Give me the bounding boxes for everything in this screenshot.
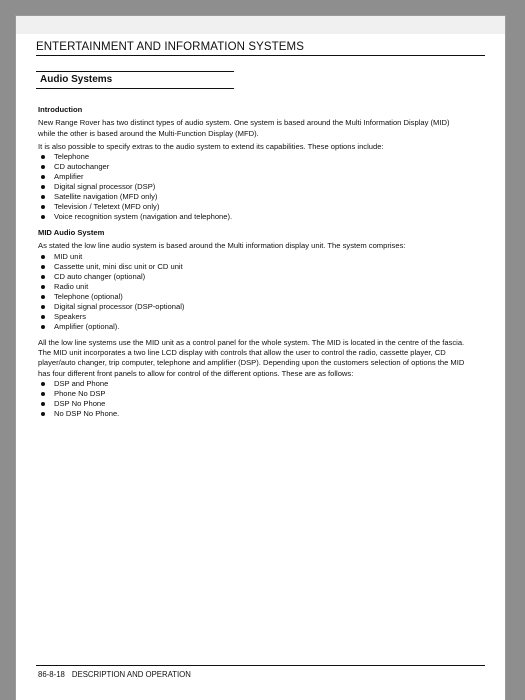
list-item: Amplifier [38, 172, 466, 182]
mid-paragraph-1: As stated the low line audio system is based around the Multi information display unit. The system comprises: [38, 241, 406, 251]
list-item: Speakers [38, 312, 466, 322]
page-top-band [16, 16, 505, 34]
list-item: Cassette unit, mini disc unit or CD unit [38, 262, 466, 272]
section-header: ENTERTAINMENT AND INFORMATION SYSTEMS [36, 41, 305, 53]
document-page [16, 16, 505, 700]
intro-title: Introduction [38, 105, 83, 114]
list-item: Voice recognition system (navigation and telephone). [38, 212, 466, 222]
list-item: Television / Teletext (MFD only) [38, 202, 466, 212]
intro-paragraph-1: New Range Rover has two distinct types of audio system. One system is based around the Multi Information Display (MID) while the other is based around the Multi-Function Display (MFD). [38, 118, 450, 138]
intro-paragraph-2: It is also possible to specify extras to the audio system to extend its capabilities. These options include: [38, 141, 384, 151]
page-footer [38, 670, 191, 679]
list-item: Digital signal processor (DSP-optional) [38, 302, 466, 312]
list-item: CD auto changer (optional) [38, 272, 466, 282]
list-item: Amplifier (optional). [38, 322, 466, 332]
list-item: DSP No Phone [38, 399, 466, 409]
mid-title: MID Audio System [38, 228, 105, 238]
list-item: Phone No DSP [38, 389, 466, 399]
list-item: Satellite navigation (MFD only) [38, 192, 466, 202]
components-list [38, 252, 466, 332]
options-list [38, 152, 466, 222]
mid-paragraph-2: All the low line systems use the MID unit as a control panel for the whole system. The MID is located in the centre of the fascia. The MID unit incorporates a two line LCD display with controls that allow the user to control the radio, cassette player, CD player/auto changer, trip computer, telephone and amplifier (DSP). Depending upon the customers selection of options the MID has four different front panels to allow for control of the different options. These are as follows: [38, 337, 465, 378]
list-item: Digital signal processor (DSP) [38, 182, 466, 192]
list-item: Radio unit [38, 282, 466, 292]
page-number: 86-8-18 [38, 670, 65, 679]
footer-label: DESCRIPTION AND OPERATION [71, 670, 191, 679]
footer-rule [36, 665, 485, 666]
list-item: MID unit [38, 252, 466, 262]
front-panels-list [38, 379, 466, 419]
list-item: No DSP No Phone. [38, 409, 466, 419]
list-item: Telephone (optional) [38, 292, 466, 302]
header-rule [36, 55, 485, 56]
document-body [38, 105, 466, 422]
list-item: Telephone [38, 152, 466, 162]
section-heading: Audio Systems [36, 71, 234, 89]
list-item: DSP and Phone [38, 379, 466, 389]
list-item: CD autochanger [38, 162, 466, 172]
